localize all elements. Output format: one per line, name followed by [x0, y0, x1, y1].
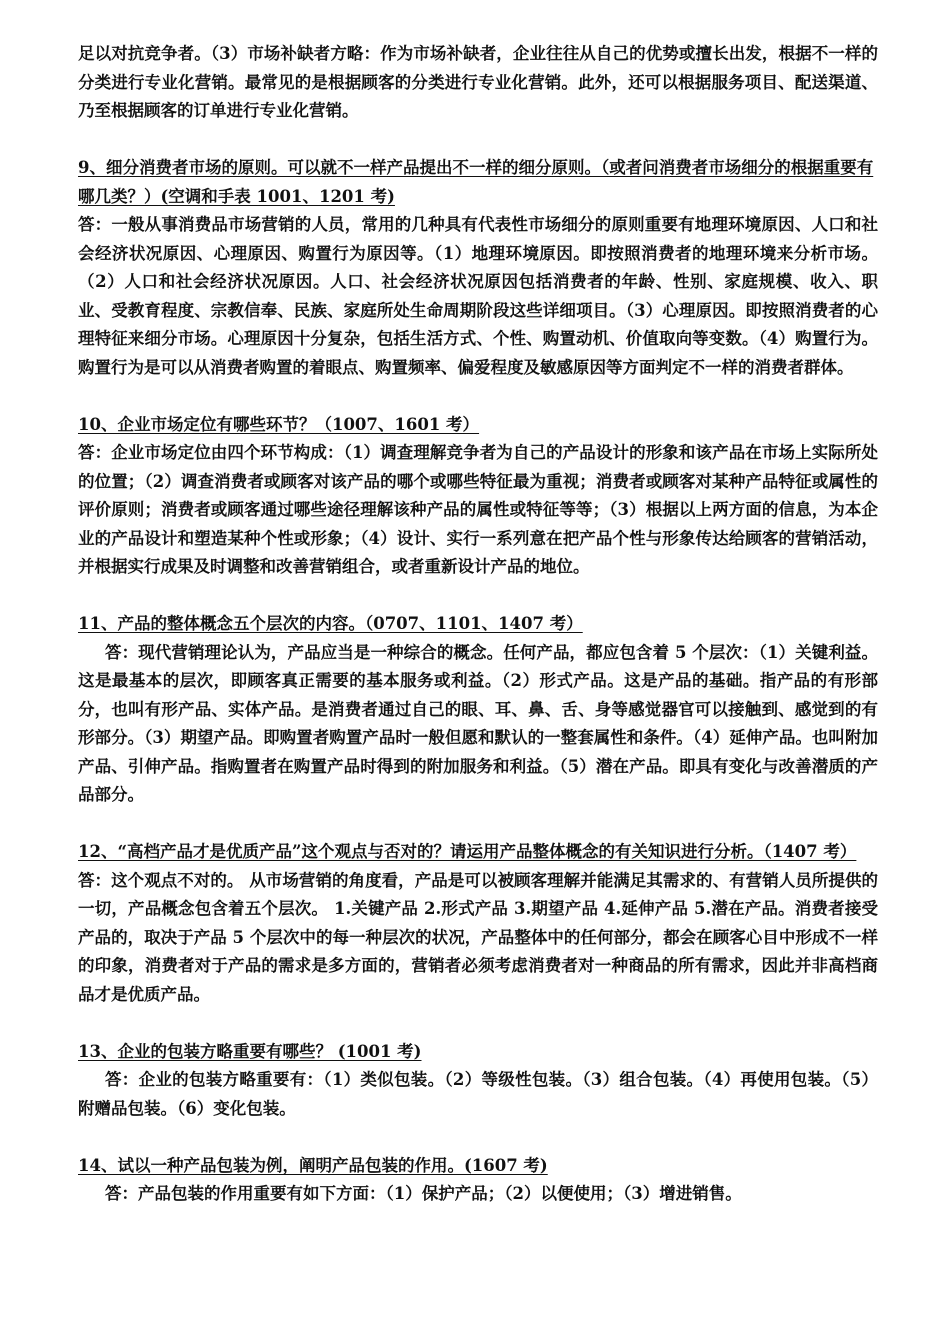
answer-13: 答：企业的包装方略重要有：（1）类似包装。（2）等级性包装。（3）组合包装。（4）再使用包装。（5）附赠品包装。（6）变化包装。 [78, 1070, 878, 1118]
question-9: 9、细分消费者市场的原则。可以就不一样产品提出不一样的细分原则。（或者问消费者市场细分的根据重要有哪几类？）(空调和手表 1001、1201 考) [78, 158, 874, 206]
answer-9: 答：一般从事消费品市场营销的人员，常用的几种具有代表性市场细分的原则重要有地理环境原因、人口和社会经济状况原因、心理原因、购置行为原因等。（1）地理环境原因。即按照消费者的地理环境来分析市场。（2）人口和社会经济状况原因。人口、社会经济状况原因包括消费者的年龄、性别、家庭规模、收入、职业、受教育程度、宗教信奉、民族、家庭所处生命周期阶段这些详细项目。（3）心理原因。即按照消费者的心理特征来细分市场。心理原因十分复杂，包括生活方式、个性、购置动机、价值取向等变数。（4）购置行为。购置行为是可以从消费者购置的着眼点、购置频率、偏爱程度及敏感原因等方面判定不一样的消费者群体。 [78, 215, 878, 377]
answer-14: 答：产品包装的作用重要有如下方面：（1）保护产品；（2）以便使用；（3）增进销售。 [105, 1184, 742, 1203]
question-11: 11、产品的整体概念五个层次的内容。（0707、1101、1407 考） [78, 614, 583, 633]
document-page [78, 40, 878, 1209]
answer-11: 答：现代营销理论认为，产品应当是一种综合的概念。任何产品，都应包含着 5 个层次：（1）关键利益。这是最基本的层次，即顾客真正需要的基本服务或利益。（2）形式产品。这是产品的基础。指产品的有形部分，也叫有形产品、实体产品。是消费者通过自己的眼、耳、鼻、舌、身等感觉器官可以接触到、感觉到的有形部分。（3）期望产品。即购置者购置产品时一般但愿和默认的一整套属性和条件。（4）延伸产品。也叫附加产品、引伸产品。指购置者在购置产品时得到的附加服务和利益。（5）潜在产品。即具有变化与改善潜质的产品部分。 [78, 642, 878, 804]
intro-paragraph: 足以对抗竞争者。（3）市场补缺者方略：作为市场补缺者，企业往往从自己的优势或擅长出发，根据不一样的分类进行专业化营销。最常见的是根据顾客的分类进行专业化营销。此外，还可以根据服务项目、配送渠道、乃至根据顾客的订单进行专业化营销。 [78, 44, 878, 120]
spacer [78, 1123, 878, 1152]
question-14: 14、试以一种产品包装为例，阐明产品包装的作用。(1607 考) [78, 1155, 548, 1175]
spacer [78, 1009, 878, 1038]
question-12: 12、“高档产品才是优质产品”这个观点与否对的？请运用产品整体概念的有关知识进行分析。（1407 考） [78, 842, 857, 861]
question-10: 10、企业市场定位有哪些环节？（1007、1601 考） [78, 414, 480, 434]
question-13: 13、企业的包装方略重要有哪些？ (1001 考) [78, 1041, 422, 1061]
spacer [78, 382, 878, 411]
spacer [78, 582, 878, 611]
spacer [78, 126, 878, 155]
spacer [78, 810, 878, 839]
answer-10: 答：企业市场定位由四个环节构成：（1）调查理解竞争者为自己的产品设计的形象和该产品在市场上实际所处的位置；（2）调查消费者或顾客对该产品的哪个或哪些特征最为重视；消费者或顾客对某种产品特征或属性的评价原则；消费者或顾客通过哪些途径理解该种产品的属性或特征等等；（3）根据以上两方面的信息，为本企业的产品设计和塑造某种个性或形象；（4）设计、实行一系列意在把产品个性与形象传达给顾客的营销活动，并根据实行成果及时调整和改善营销组合，或者重新设计产品的地位。 [78, 443, 878, 576]
answer-12: 答：这个观点不对的。 从市场营销的角度看，产品是可以被顾客理解并能满足其需求的、有营销人员所提供的一切，产品概念包含着五个层次。 1.关键产品 2.形式产品 3.期望产品 4.延伸产品 5.潜在产品。消费者接受产品的，取决于产品 5 个层次中的每一种层次的状况，产品整体中的任何部分，都会在顾客心目中形成不一样的印象，消费者对于产品的需求是多方面的，营销者必须考虑消费者对一种商品的所有需求，因此并非高档商品才是优质产品。 [78, 870, 878, 1004]
